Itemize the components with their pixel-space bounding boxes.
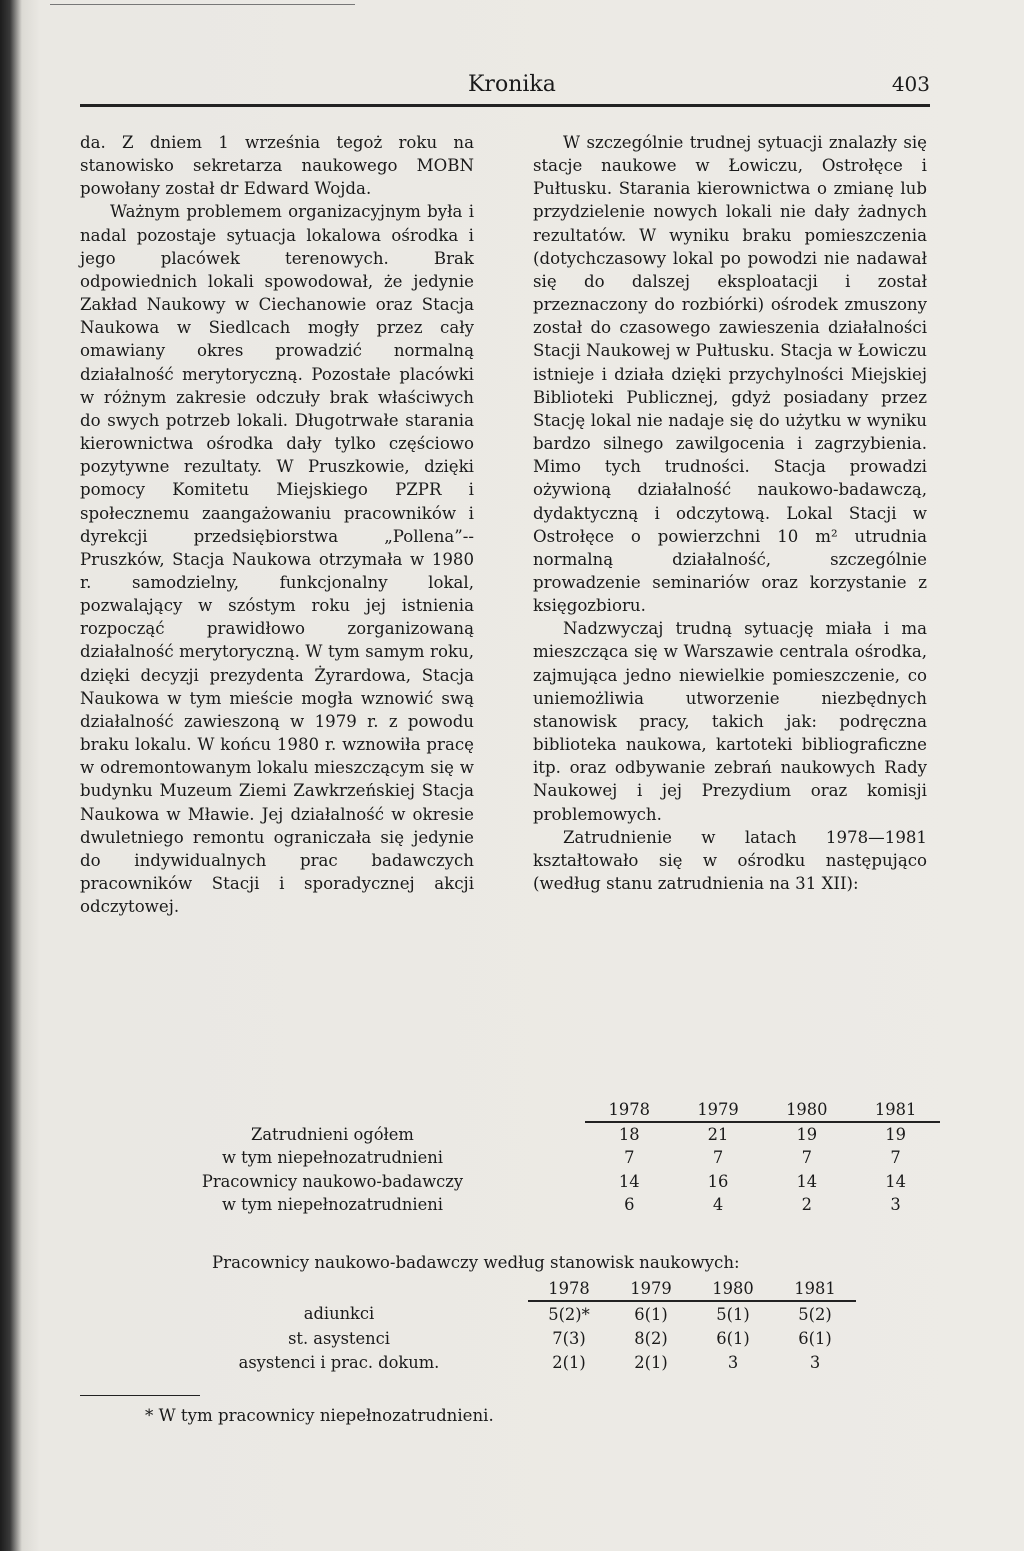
cell: 5(2) bbox=[798, 1304, 832, 1324]
table-row bbox=[150, 1326, 856, 1350]
row-label: adiunkci bbox=[303, 1304, 375, 1323]
year-header: 1978 bbox=[528, 1276, 610, 1301]
cell: 18 bbox=[618, 1125, 640, 1145]
employment-table bbox=[80, 1098, 940, 1216]
year-header: 1981 bbox=[851, 1098, 940, 1122]
cell: 16 bbox=[707, 1171, 729, 1191]
table-row bbox=[80, 1146, 940, 1169]
table-row bbox=[80, 1122, 940, 1146]
cell: 19 bbox=[885, 1125, 906, 1145]
cell: 2 bbox=[801, 1194, 812, 1214]
cell: 14 bbox=[796, 1171, 818, 1191]
cell: 6(1) bbox=[634, 1304, 668, 1324]
cell: 21 bbox=[707, 1125, 729, 1145]
table-row bbox=[80, 1193, 940, 1216]
table-header-row bbox=[150, 1276, 856, 1301]
cell: 7 bbox=[801, 1148, 812, 1168]
cell: 6 bbox=[624, 1194, 635, 1214]
table-caption: Pracownicy naukowo-badawczy według stanowisk naukowych: bbox=[212, 1253, 740, 1272]
running-header bbox=[80, 70, 930, 107]
cell: 5(1) bbox=[716, 1304, 750, 1324]
right-column bbox=[533, 131, 927, 895]
table-header-row bbox=[80, 1098, 940, 1122]
cell: 14 bbox=[885, 1171, 906, 1191]
paragraph: Ważnym problemem organizacyjnym była i nadal pozostaje sytuacja lokalowa ośrodka i jego placówek terenowych. Brak odpowiednich lokali spowodował, że jedynie Zakład Naukowy w Ciechanowie oraz Stacja Naukowa w Siedlcach mogły przez cały omawiany okres prowadzić normalną działalność merytoryczną. Pozostałe placówki w różnym zakresie odczuły brak właściwych do swych potrzeb lokali. Długotrwałe starania kierownictwa ośrodka dały tylko częściowo pozytywne rezultaty. W Pruszkowie, dzięki pomocy Komitetu Miejskiego PZPR i społecznemu zaangażowaniu pracowników i dyrekcji przedsiębiorstwa „Pollena”--Pruszków, Stacja Naukowa otrzymała w 1980 r. samodzielny, funkcjonalny lokal, pozwalający w szóstym roku jej istnienia rozpocząć prawidłowo zorganizowaną działalność merytoryczną. W tym samym roku, dzięki decyzji prezydenta Żyrardowa, Stacja Naukowa w tym mieście mogła wznowić swą działalność zawieszoną w 1979 r. z powodu braku lokalu. W końcu 1980 r. wznowiła pracę w odremontowanym lokalu mieszczącym się w budynku Muzeum Ziemi Zawkrzeńskiej Stacja Naukowa w Mławie. Jej działalność w okresie dwuletniego remontu ograniczała się jedynie do indywidualnych prac badawczych pracowników Stacji i sporadycznej akcji odczytowej. bbox=[80, 202, 474, 917]
cell: 3 bbox=[890, 1194, 901, 1214]
row-label: st. asystenci bbox=[288, 1328, 390, 1348]
cell: 5(2)* bbox=[548, 1304, 590, 1324]
cell: 7 bbox=[712, 1148, 724, 1168]
row-label: Zatrudnieni ogółem bbox=[251, 1124, 414, 1144]
cell: 6(1) bbox=[798, 1328, 832, 1348]
row-label: w tym niepełnozatrudnieni bbox=[221, 1148, 443, 1168]
running-title: Kronika bbox=[468, 72, 556, 97]
cell: 2(1) bbox=[634, 1352, 668, 1372]
row-label: Pracownicy naukowo-badawczy bbox=[201, 1171, 464, 1191]
year-header: 1980 bbox=[762, 1098, 851, 1122]
table-row bbox=[150, 1350, 856, 1374]
cell: 19 bbox=[796, 1125, 818, 1145]
year-header: 1980 bbox=[692, 1276, 774, 1301]
cell: 2(1) bbox=[552, 1352, 586, 1372]
scan-edge-line bbox=[50, 4, 355, 5]
cell: 7 bbox=[624, 1148, 635, 1168]
paragraph: Zatrudnienie w latach 1978—1981 kształtowało się w ośrodku następująco (według stanu zatrudnienia na 31 XII): bbox=[533, 827, 927, 893]
cell: 4 bbox=[712, 1194, 724, 1214]
paragraph: Nadzwyczaj trudną sytuację miała i ma mieszcząca się w Warszawie centrala ośrodka, zajmująca jedno niewielkie pomieszczenie, co uniemożliwia utworzenie niezbędnych stanowisk pracy, takich jak: podręczna biblioteka naukowa, kartoteki bibliograficzne itp. oraz odbywanie zebrań naukowych Rady Naukowej i jej Prezydium oraz komisji problemowych. bbox=[533, 619, 927, 824]
cell: 3 bbox=[727, 1352, 739, 1372]
year-header: 1978 bbox=[585, 1098, 674, 1122]
cell: 8(2) bbox=[634, 1328, 668, 1348]
table-header-spacer bbox=[150, 1276, 528, 1301]
table-header-spacer bbox=[80, 1098, 585, 1122]
cell: 7 bbox=[890, 1148, 901, 1168]
year-header: 1979 bbox=[610, 1276, 692, 1301]
footnote: * W tym pracownicy niepełnozatrudnieni. bbox=[145, 1406, 494, 1425]
left-column bbox=[80, 131, 474, 918]
cell: 14 bbox=[618, 1171, 640, 1191]
table-row bbox=[80, 1170, 940, 1193]
paragraph: W szczególnie trudnej sytuacji znalazły się stacje naukowe w Łowiczu, Ostrołęce i Pułtusku. Starania kierownictwa o zmianę lub przydzielenie nowych lokali nie dały żadnych rezultatów. W wyniku braku pomieszczenia (dotychczasowy lokal po powodzi nie nadawał się do dalszej eksploatacji i został przeznaczony do rozbiórki) ośrodek zmuszony został do czasowego zawieszenia działalności Stacji Naukowej w Pułtusku. Stacja w Łowiczu istnieje i działa dzięki przychylności Miejskiej Biblioteki Publicznej, gdyż posiadany przez Stację lokal nie nadaje się do użytku w wyniku bardzo silnego zawilgocenia i zagrzybienia. Mimo tych trudności. Stacja prowadzi ożywioną działalność naukowo-badawczą, dydaktyczną i odczytową. Lokal Stacji w Ostrołęce o powierzchni 10 m² utrudnia normalną działalność, szczególnie prowadzenie seminariów oraz korzystanie z księgozbioru. bbox=[533, 133, 927, 616]
page-number: 403 bbox=[891, 72, 930, 96]
row-label: w tym niepełnozatrudnieni bbox=[221, 1194, 443, 1214]
paragraph: da. Z dniem 1 września tegoż roku na stanowisko sekretarza naukowego MOBN powołany został dr Edward Wojda. bbox=[80, 133, 474, 199]
cell: 6(1) bbox=[716, 1328, 750, 1348]
year-header: 1981 bbox=[774, 1276, 856, 1301]
research-staff-table bbox=[150, 1276, 856, 1374]
table-row bbox=[150, 1301, 856, 1326]
year-header: 1979 bbox=[674, 1098, 763, 1122]
cell: 3 bbox=[809, 1352, 821, 1372]
cell: 7(3) bbox=[552, 1328, 586, 1348]
footnote-divider bbox=[80, 1395, 200, 1396]
row-label: asystenci i prac. dokum. bbox=[238, 1352, 440, 1372]
